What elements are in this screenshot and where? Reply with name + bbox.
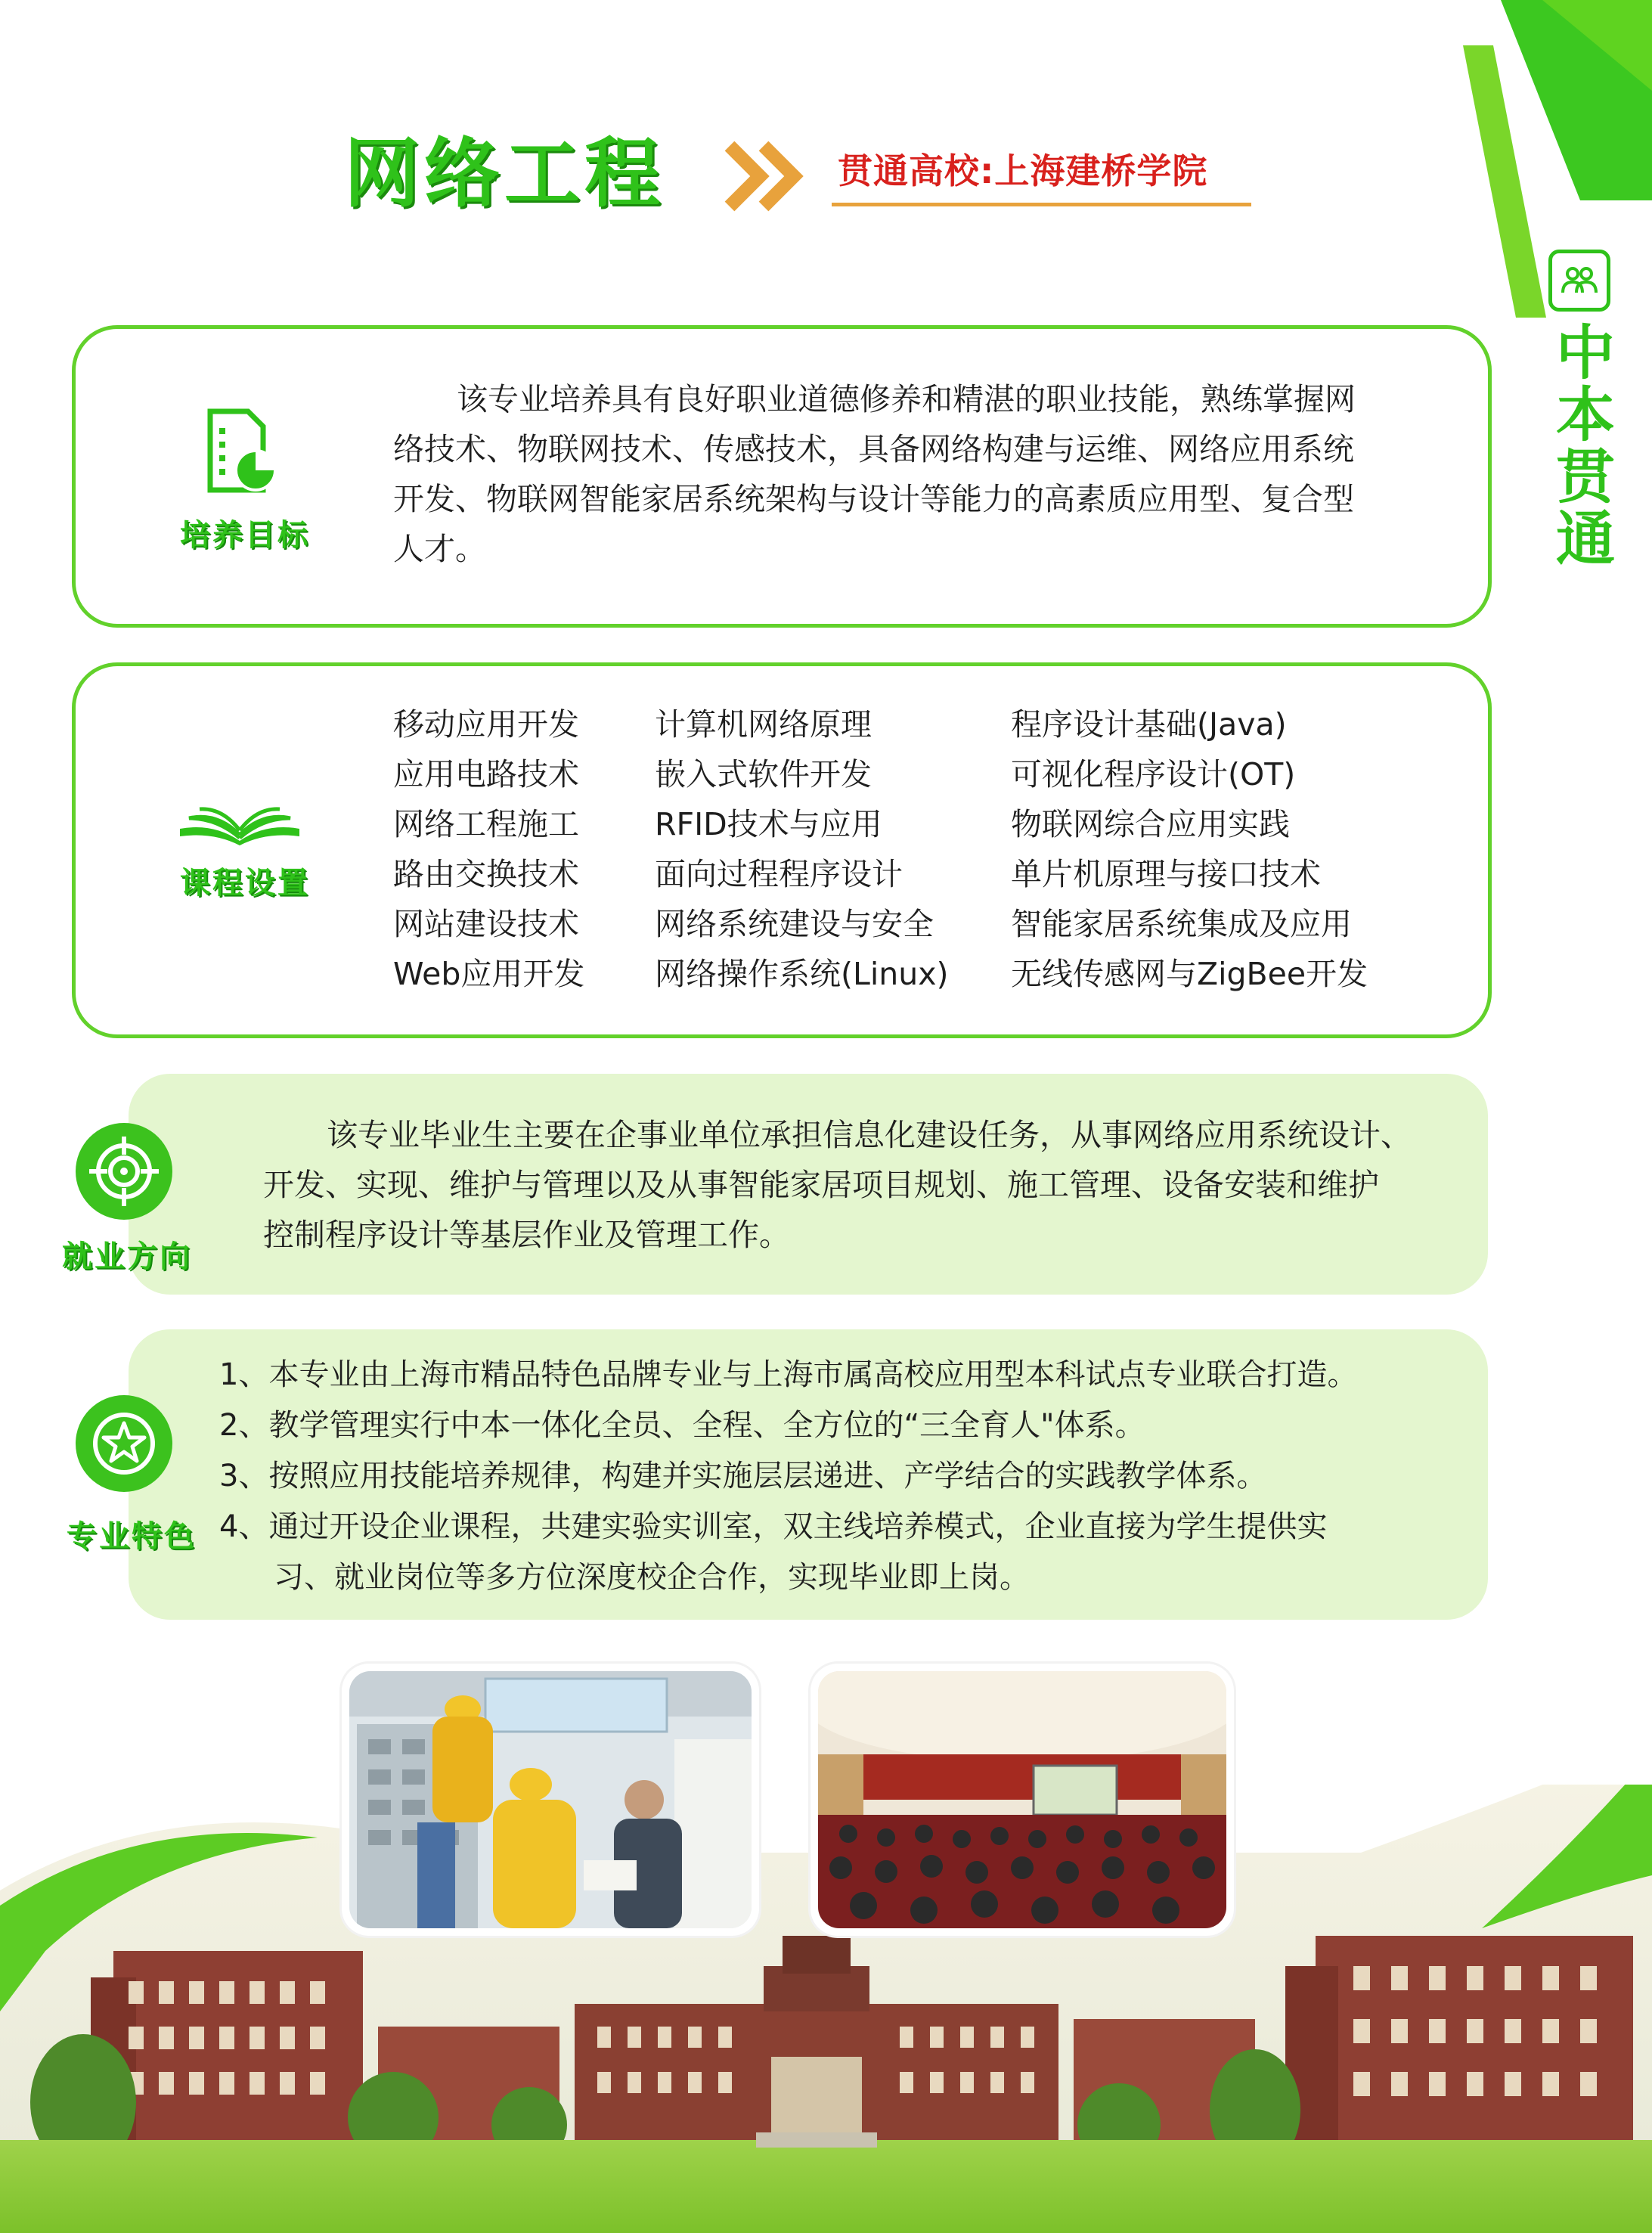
- course-item: 网站建设技术: [393, 906, 579, 942]
- course-item: 移动应用开发: [393, 706, 579, 743]
- goal-line: 人才。: [393, 531, 486, 567]
- course-item: 网络工程施工: [393, 806, 579, 842]
- open-book-icon: [175, 802, 304, 847]
- course-item: 物联网综合应用实践: [1011, 806, 1290, 842]
- career-label: 就业方向: [62, 1239, 192, 1274]
- goal-label: 培养目标: [180, 518, 310, 553]
- goal-text: [393, 374, 1444, 574]
- features-label: 专业特色: [67, 1519, 197, 1554]
- course-item: 智能家居系统集成及应用: [1011, 906, 1352, 942]
- school-underline: [832, 203, 1251, 206]
- lecture-hall-photo: [811, 1664, 1234, 1936]
- career-line: 开发、实现、维护与管理以及从事智能家居项目规划、施工管理、设备安装和维护: [263, 1167, 1379, 1203]
- courses-column-2: [655, 699, 948, 999]
- course-item: 计算机网络原理: [655, 706, 872, 743]
- course-item: 网络系统建设与安全: [655, 906, 934, 942]
- goal-line: 开发、物联网智能家居系统架构与设计等能力的高素质应用型、复合型: [393, 481, 1354, 517]
- document-chart-icon: [204, 408, 280, 495]
- courses-column-1: [393, 699, 584, 999]
- partner-school-label: 贯通高校:上海建桥学院: [838, 150, 1208, 191]
- feature-item: 1、本专业由上海市精品特色品牌专业与上海市属高校应用型本科试点专业联合打造。: [219, 1357, 1358, 1392]
- career-text: [263, 1110, 1473, 1260]
- career-line: 该专业毕业生主要在企事业单位承担信息化建设任务，从事网络应用系统设计、: [327, 1117, 1412, 1153]
- course-item: 应用电路技术: [393, 756, 579, 792]
- course-item: RFID技术与应用: [655, 806, 882, 842]
- course-item: 无线传感网与ZigBee开发: [1011, 956, 1368, 992]
- courses-column-3: [1011, 699, 1368, 999]
- double-chevron-icon: [722, 135, 805, 218]
- course-item: 路由交换技术: [393, 856, 579, 892]
- feature-item: 2、教学管理实行中本一体化全员、全程、全方位的“三全育人"体系。: [219, 1408, 1145, 1443]
- course-item: 嵌入式软件开发: [655, 756, 872, 792]
- career-line: 控制程序设计等基层作业及管理工作。: [263, 1217, 790, 1253]
- feature-item: 3、按照应用技能培养规律，构建并实施层层递进、产学结合的实践教学体系。: [219, 1459, 1267, 1493]
- goal-line: 络技术、物联网技术、传感技术，具备网络构建与运维、网络应用系统: [393, 431, 1354, 467]
- page-title: 网络工程: [344, 129, 665, 218]
- feature-item: 4、通过开设企业课程，共建实验实训室，双主线培养模式，企业直接为学生提供实: [219, 1509, 1328, 1544]
- courses-label: 课程设置: [180, 866, 310, 901]
- course-item: 可视化程序设计(OT): [1011, 756, 1296, 792]
- course-item: 面向过程程序设计: [655, 856, 903, 892]
- campus-panorama-photo: [0, 1906, 1652, 2233]
- workers-in-lab-photo: [342, 1664, 759, 1936]
- people-icon: [1548, 250, 1610, 312]
- features-list: [219, 1350, 1357, 1603]
- course-item: 程序设计基础(Java): [1011, 706, 1287, 743]
- star-icon: [76, 1395, 172, 1492]
- side-title: 中本贯通: [1546, 321, 1614, 569]
- feature-item: 习、就业岗位等多方位深度校企合作，实现毕业即上岗。: [274, 1560, 1030, 1595]
- course-item: Web应用开发: [393, 956, 585, 992]
- course-item: 单片机原理与接口技术: [1011, 856, 1321, 892]
- target-icon: [76, 1123, 172, 1220]
- goal-line: 该专业培养具有良好职业道德修养和精湛的职业技能，熟练掌握网: [457, 381, 1356, 417]
- course-item: 网络操作系统(Linux): [655, 956, 949, 992]
